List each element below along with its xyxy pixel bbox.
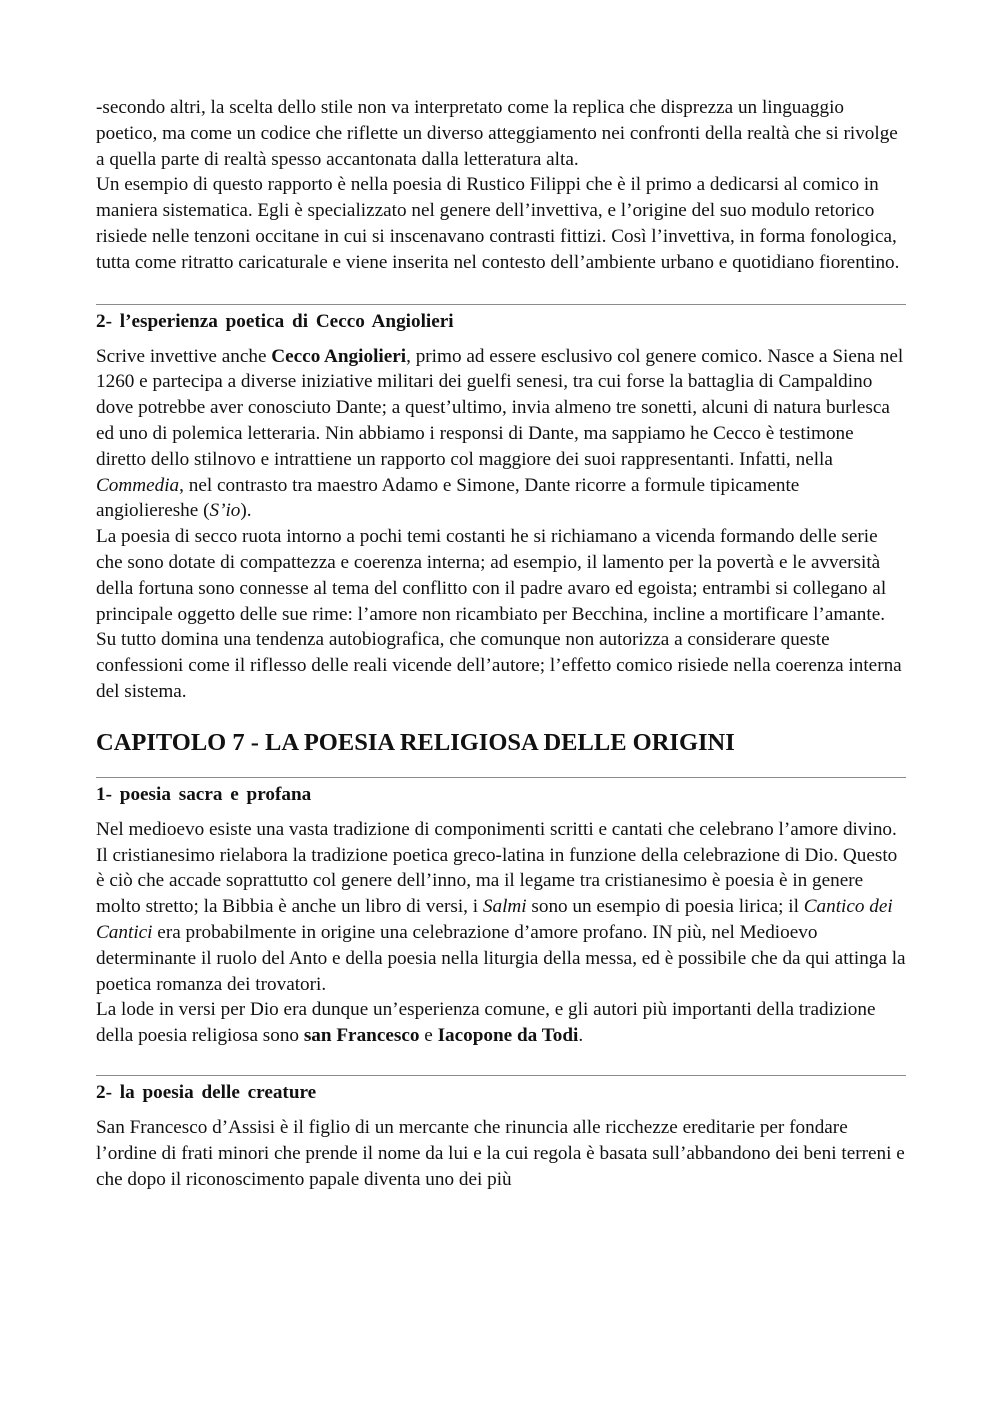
cecco-paragraph-2: La poesia di secco ruota intorno a pochi temi costanti he si richiamano a vicenda formando delle serie che sono dotate di compattezza e coerenza interna; ad esempio, il lamento per la povertà e le avversità della fortuna sono connesse al tema del conflitto con il padre avaro ed egoista; entrambi si collegano al principale oggetto delle sue rime: l’amore non ricambiato per Becchina, incline a mortificare l’amante. Su tutto domina una tendenza autobiografica, che comunque non autorizza a considerare queste confessioni come il riflesso delle reali vicende dell’autore; l’effetto comico risiede nella coerenza interna del sistema.: [96, 526, 902, 702]
cecco-paragraph-1: [96, 344, 906, 525]
intro-paragraph-2: Un esempio di questo rapporto è nella poesia di Rustico Filippi che è il primo a dedicarsi al comico in maniera sistematica. Egli è specializzato nel genere dell’invettiva, e l’origine del suo modulo retorico risiede nelle tenzoni occitane in cui si inscenavano contrasti fittizi. Così l’invettiva, in forma fonologica, tutta come ritratto caricaturale e viene inserita nel contesto dell’ambiente urbano e quotidiano fiorentino.: [96, 174, 900, 273]
text-run: .: [578, 1025, 584, 1047]
text-run: Nel medioevo esiste una vasta tradizione di componimenti scritti e cantati che celebrano l’amore divino. Il cristianesimo rielabora la tradizione poetica greco-latina in funzione della celebrazione di Dio. Questo è ciò che accade soprattutto col genere dell’inno, ma il legame tra cristianesimo è poesia è in genere molto stretto; la Bibbia è anche un libro di versi, i: [96, 818, 898, 918]
text-run: ).: [240, 500, 252, 522]
text-run: Scrive invettive anche: [96, 345, 272, 367]
creature-paragraph-1: San Francesco d’Assisi è il figlio di un mercante che rinuncia alle ricchezze ereditarie per fondare l’ordine di frati minori che prende il nome da lui e la cui regola è basata sull’abbandono dei beni terreni e che dopo il riconoscimento papale diventa uno dei più: [96, 1116, 905, 1190]
section-divider: [96, 304, 906, 305]
document-page: [96, 95, 906, 1192]
section-heading-sacra: 1- poesia sacra e profana: [96, 783, 312, 805]
text-run: sono un esempio di poesia lirica; il: [526, 896, 804, 918]
section-divider: [96, 1075, 906, 1076]
bold-name: san Francesco: [303, 1025, 420, 1047]
italic-title: Salmi: [482, 896, 527, 918]
italic-title: Cantico dei Cantici: [96, 896, 893, 943]
text-run: La lode in versi per Dio era dunque un’esperienza comune, e gli autori più importanti della tradizione della poesia religiosa sono: [96, 999, 876, 1047]
italic-title: Commedia: [96, 474, 180, 496]
chapter-title: CAPITOLO 7 - LA POESIA RELIGIOSA DELLE ORIGINI: [96, 728, 735, 756]
section-heading-cecco: 2- l’esperienza poetica di Cecco Angiolieri: [96, 310, 454, 332]
text-run: , nel contrasto tra maestro Adamo e Simone, Dante ricorre a formule tipicamente angioliereshe (: [96, 474, 800, 522]
text-run: , primo ad essere esclusivo col genere comico. Nasce a Siena nel 1260 e partecipa a diverse iniziative militari dei guelfi senesi, tra cui forse la battaglia di Campaldino dove potrebbe aver conosciuto Dante; a quest’ultimo, invia almeno tre sonetti, alcuni di natura burlesca ed uno di polemica letteraria. Nin abbiamo i responsi di Dante, ma sappiamo he Cecco è testimone diretto dello stilnovo e intrattiene un rapporto col maggiore dei suoi rappresentanti. Infatti, nella: [96, 345, 904, 470]
bold-name: Iacopone da Todi: [437, 1025, 579, 1047]
text-run: e: [419, 1025, 438, 1047]
intro-paragraph-1: -secondo altri, la scelta dello stile non va interpretato come la replica che disprezza un linguaggio poetico, ma come un codice che riflette un diverso atteggiamento nei confronti della realtà che si rivolge a quella parte di realtà spesso accantonata dalla letteratura alta.: [96, 97, 898, 170]
text-run: era probabilmente in origine una celebrazione d’amore profano. IN più, nel Medioevo determinante il ruolo del Anto e della poesia nella liturgia della messa, ed è possibile che da qui attinga la poetica romanza dei trovatori.: [96, 921, 906, 995]
sacra-paragraph-2: [96, 997, 906, 1049]
italic-title: S’io: [209, 500, 241, 522]
section-heading-creature: 2- la poesia delle creature: [96, 1081, 317, 1103]
bold-name: Cecco Angiolieri: [271, 345, 407, 367]
sacra-paragraph-1: [96, 817, 906, 998]
section-divider: [96, 777, 906, 778]
